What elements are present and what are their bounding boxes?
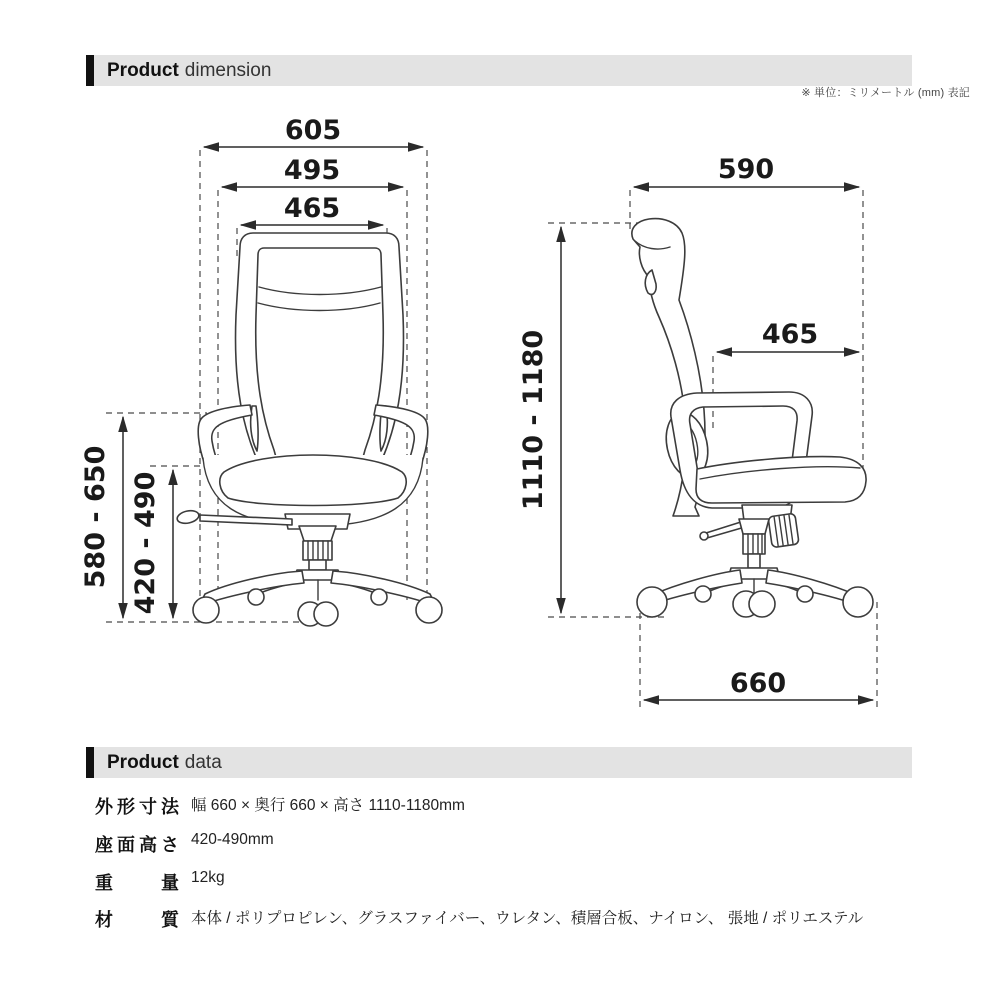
spec-value: 420-490mm (191, 831, 274, 848)
side-dimension-lines (561, 187, 873, 700)
dim-label-overall-depth: 590 (717, 154, 775, 185)
section-header-data (86, 747, 912, 778)
spec-value: 幅 660 × 奥行 660 × 高さ 1110-1180mm (191, 797, 465, 814)
section-title-bold: Product (107, 751, 179, 773)
dim-label-seat-depth: 465 (761, 319, 819, 350)
dim-label-overall-height: 1110 - 1180 (518, 329, 549, 511)
spec-row-outer-size (95, 793, 465, 819)
spec-row-seat-height (95, 831, 274, 857)
section-title-rest: dimension (184, 59, 272, 81)
side-extension-lines (548, 190, 877, 708)
spec-value: 12kg (191, 869, 225, 886)
dim-label-seat-height: 420 - 490 (130, 471, 161, 615)
spec-label: 外形寸法 (95, 797, 179, 817)
dim-label-base-depth: 660 (729, 668, 787, 699)
front-view-drawing (80, 115, 442, 626)
spec-row-material (95, 906, 863, 932)
spec-value: 本体 / ポリプロピレン、グラスファイバー、ウレタン、積層合板、ナイロン、 張地 / ポリエステル (191, 910, 864, 927)
dim-label-backrest-top-width: 465 (283, 193, 341, 224)
spec-label: 座面高さ (95, 835, 179, 855)
dim-label-backrest-upper-width: 495 (283, 155, 341, 186)
unit-note: ※ 単位：ミリメートル (mm) 表記 (801, 87, 970, 99)
dim-label-armrest-height: 580 - 650 (80, 445, 111, 589)
spec-row-weight (95, 869, 225, 895)
spec-label: 材質 (95, 910, 179, 930)
side-view-drawing (518, 154, 877, 708)
side-chair-art (632, 219, 873, 617)
dim-label-overall-width: 605 (284, 115, 342, 146)
spec-label: 重量 (95, 873, 179, 893)
section-title-bold: Product (107, 59, 179, 81)
section-title-rest: data (184, 751, 222, 773)
front-chair-art (176, 233, 442, 626)
